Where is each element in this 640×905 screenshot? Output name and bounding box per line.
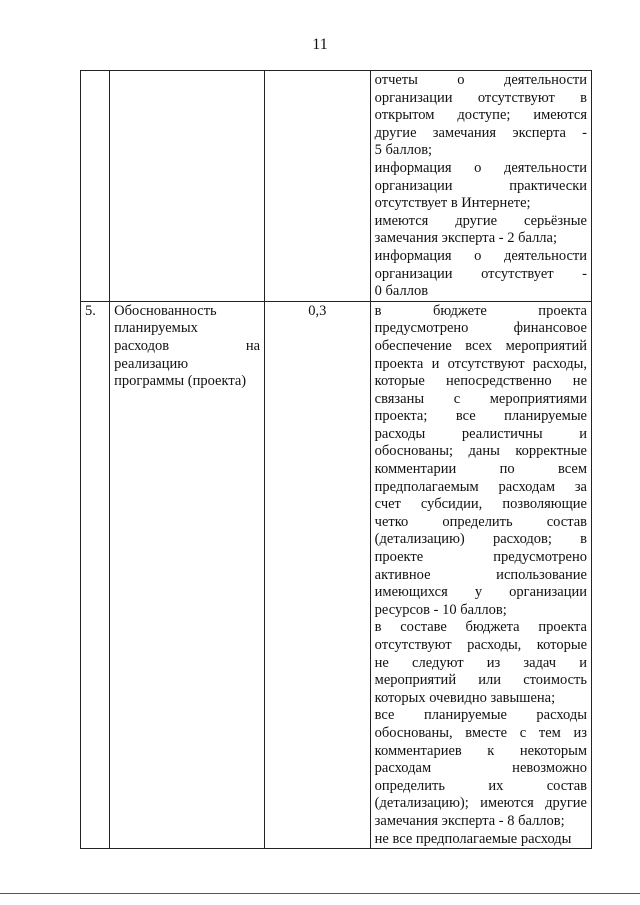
text-line: не все предполагаемые расходы bbox=[374, 830, 572, 847]
criterion-line: программы (проекта) bbox=[114, 373, 247, 390]
scoring-description-text bbox=[375, 303, 587, 848]
criterion-cell bbox=[110, 71, 265, 302]
text-line: комментариев к некоторым bbox=[374, 742, 587, 759]
text-line: информация о деятельности bbox=[374, 247, 587, 264]
text-line: информация о деятельности bbox=[374, 159, 587, 176]
text-line: отсутствуют расходы, которые bbox=[374, 637, 587, 653]
text-line: в бюджете проекта bbox=[374, 302, 587, 319]
text-line: комментарии по всем bbox=[374, 461, 587, 478]
scoring-description-cell bbox=[370, 301, 591, 848]
text-line: расходам невозможно bbox=[374, 760, 587, 777]
text-line: расходы реалистичны и bbox=[374, 425, 587, 442]
page-bottom-rule bbox=[0, 893, 640, 894]
table-row bbox=[81, 301, 592, 848]
criterion-line: Обоснованность bbox=[114, 302, 217, 319]
coefficient-cell: 0,3 bbox=[265, 301, 371, 848]
text-line: обеспечение всех мероприятий bbox=[374, 337, 587, 354]
text-line: определить их состав bbox=[374, 777, 587, 794]
text-line: отсутствует в Интернете; bbox=[374, 195, 531, 212]
text-line: организации практически bbox=[374, 177, 587, 194]
text-line: организации отсутствуют в bbox=[374, 89, 587, 106]
text-line: замечания эксперта - 8 баллов; bbox=[374, 812, 565, 829]
text-line: все планируемые расходы bbox=[374, 707, 587, 724]
criterion-cell bbox=[110, 301, 265, 848]
text-line: другие замечания эксперта - bbox=[374, 124, 587, 141]
text-line: проекта; все планируемые bbox=[374, 408, 587, 425]
text-line: имеются другие серьёзные bbox=[374, 212, 587, 229]
text-line: проекте предусмотрено bbox=[374, 549, 587, 566]
text-line: которые непосредственно не bbox=[374, 373, 587, 390]
page-number: 11 bbox=[312, 36, 328, 53]
text-line: ресурсов - 10 баллов; bbox=[374, 601, 507, 618]
criterion-line: реализацию bbox=[114, 355, 189, 372]
text-line: открытом доступе; имеются bbox=[374, 107, 587, 124]
text-line: обоснованы, вместе с тем из bbox=[374, 724, 587, 741]
criterion-line: планируемых bbox=[114, 320, 198, 337]
scoring-description-text bbox=[375, 72, 587, 301]
text-line: обоснованы; даны корректные bbox=[374, 443, 587, 460]
coefficient-cell bbox=[265, 71, 371, 302]
text-line: не следуют из задач и bbox=[374, 654, 587, 671]
text-line: счет субсидии, позволяющие bbox=[374, 496, 587, 513]
criteria-table bbox=[80, 70, 592, 849]
text-line: предусмотрено финансовое bbox=[374, 320, 587, 337]
text-line: предполагаемым расходам за bbox=[374, 478, 587, 495]
text-line: четко определить состав bbox=[374, 513, 587, 530]
text-line: в составе бюджета проекта bbox=[374, 619, 587, 636]
row-number-cell: 5. bbox=[81, 301, 110, 848]
text-line: (детализацию); имеются другие bbox=[374, 795, 587, 812]
text-line: связаны с мероприятиями bbox=[374, 390, 587, 407]
scoring-description-cell bbox=[370, 71, 591, 302]
table-row bbox=[81, 71, 592, 302]
text-line: 5 баллов; bbox=[374, 142, 433, 159]
text-line: (детализацию) расходов; в bbox=[374, 531, 587, 548]
text-line: мероприятий или стоимость bbox=[374, 672, 587, 689]
text-line: 0 баллов bbox=[374, 283, 429, 300]
text-line: организации отсутствует - bbox=[374, 265, 587, 282]
text-line: активное использование bbox=[374, 566, 587, 583]
text-line: имеющихся у организации bbox=[374, 584, 587, 601]
text-line: которых очевидно завышена; bbox=[374, 689, 556, 706]
criterion-line: расходов на bbox=[114, 337, 261, 354]
row-number-cell bbox=[81, 71, 110, 302]
text-line: проекта и отсутствуют расходы, bbox=[374, 355, 587, 372]
text-line: отчеты о деятельности bbox=[374, 72, 587, 88]
criterion-text bbox=[114, 303, 260, 391]
text-line: замечания эксперта - 2 балла; bbox=[374, 230, 558, 247]
